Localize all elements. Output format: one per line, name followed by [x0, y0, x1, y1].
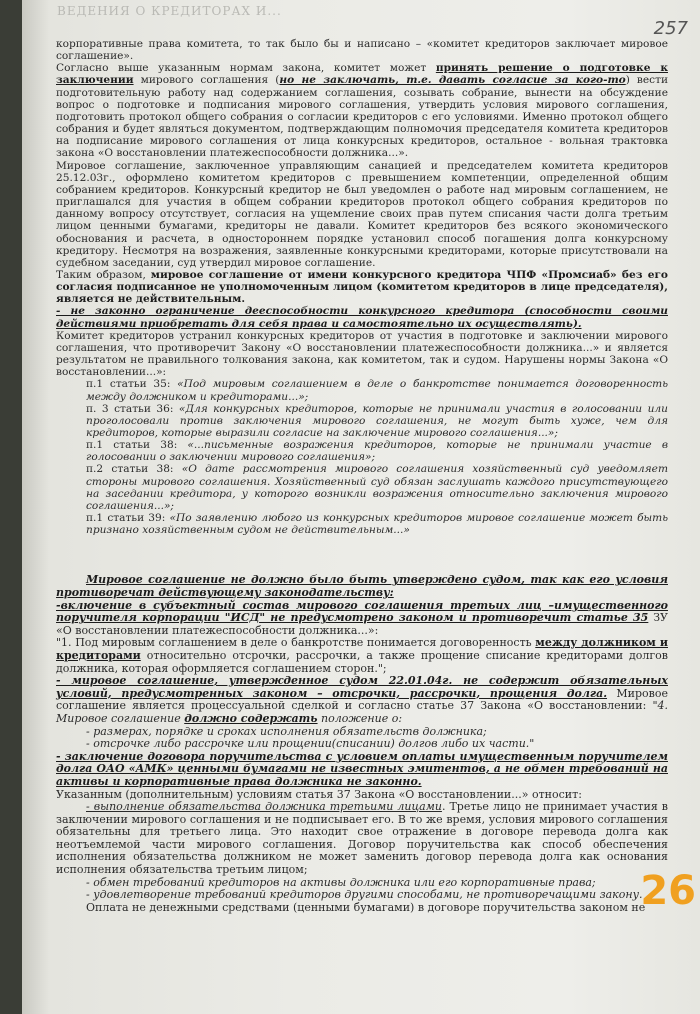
paragraph-heading: - не законно ограничение дееспособности конкурсного кредитора (способности своими действиями приобретать для себя права и самостоятельно их осуществлять). [56, 305, 668, 330]
quote: «По заявлению любого из конкурсных кредиторов мировое соглашение может быть признано хозяйственным судом не действительным...» [86, 512, 668, 537]
text: п. 3 статьи 36: [86, 402, 179, 415]
text: п.1 статьи 38: [86, 439, 188, 452]
quote: «...письменные возражения кредиторов, которые не принимали участие в голосовании о заключении мирового соглашения»; [86, 439, 668, 464]
document-page [22, 0, 700, 1014]
emphasis: принять решение о подготовке к заключении [56, 62, 668, 87]
emphasis: должно содержать [184, 711, 318, 725]
spacer [56, 536, 668, 574]
quote: положение о: [317, 711, 403, 725]
paragraph: Комитет кредиторов устранил конкурсных кредиторов от участия в подготовке и заключении мирового соглашения, что противоречит Закону «О восстановлении платежеспособности должника...» и является результатом не правильного толкования закона, как комитетом, так и судом. Нарушены нормы Закона «О восстановлении...»: [56, 329, 668, 379]
list-item: - размерах, порядке и сроках исполнения обязательств должника; [86, 724, 487, 738]
paragraph [56, 269, 668, 305]
section-unlawful-conditions [56, 574, 668, 914]
citation [56, 378, 668, 402]
text: Мировое соглашение является процессуальной сделкой и согласно статье 37 Закона «О восстановлении: [56, 686, 668, 713]
text: . Третье лицо не принимает участия в заключении мирового соглашения и не подписывает его. В то же время, условия мирового соглашения обязательны для третьего лица. Это находит свое отражение в договоре перевода долга как неотъемлемой части мирового соглашения. Договор поручительства как способ обеспечения исполнения обязательства должником не может заменить договор перевода долга как основания исполнения обязательства третьим лицом; [56, 800, 668, 877]
paragraph: Оплата не денежными средствами (ценными бумагами) в договоре поручительства законом не [86, 900, 646, 914]
paragraph: Указанным (дополнительным) условиям статья 37 Закона «О восстановлении...» относит: [56, 787, 582, 801]
paragraph [56, 600, 668, 638]
citation [56, 463, 668, 512]
quote: "4. Мировое соглашение [56, 699, 668, 725]
text: п.1 статьи 35: [86, 378, 178, 391]
text: мирового соглашения ( [133, 74, 280, 87]
quote: «Под мировым соглашением в деле о банкротстве понимается договоренность между должником и кредиторами...»; [86, 378, 668, 403]
emphasis: -включение в субъектный состав мирового соглашения третьих лиц –имущественного поручителя корпорации "ИСД" не предусмотрено законом и противоречит статье 35 [56, 598, 668, 625]
emphasis: но не заключать, т.е. давать согласие за кого-то [279, 74, 626, 87]
handwritten-page-number: 257 [653, 18, 688, 39]
list-item: - отсрочке либо рассрочке или прощении(списании) долгов либо их части." [86, 737, 535, 751]
paragraph: Мировое соглашение, заключенное управляющим санацией и председателем комитета кредиторов 25.12.03г., оформлено комитетом кредиторов с превышением компетенции, определенной общим собранием кредиторов. Конкурсный кредитор не был уведомлен о работе над мировым соглашением, не приглашался для участия в общем собрании кредиторов протокол общего собрания кредиторов по данному вопросу отсутствует, согласия на ущемление своих прав путем списания части долга третьим лицом ценными бумагами, кредиторы не давали. Комитет кредиторов без всякого экономического обоснования и расчета, в одностороннем порядке установил способ погашения долга конкурсному кредитору. Несмотря на возражения, заявленные конкурсными кредиторами, которые присутствовали на судебном заседании, суд утвердил мировое соглашение. [56, 159, 668, 269]
paragraph [56, 801, 668, 877]
citation [56, 512, 668, 536]
paragraph: корпоративные права комитета, то так было бы и написано – «комитет кредиторов заключает мировое соглашение». [56, 38, 668, 63]
citation [56, 403, 668, 439]
text: п.2 статьи 38: [86, 463, 182, 476]
sticker-number: 26 [640, 868, 696, 914]
list-item: - удовлетворение требований кредиторов другими способами, не противоречащими закону. [86, 888, 643, 902]
emphasis: - мировое соглашение, утвержденное судом 22.01.04г. не содержит обязательных условий, предусмотренных законом – отсрочки, рассрочки, прощения долга. [56, 674, 668, 700]
section-heading: Мировое соглашение не должно было быть утверждено судом, так как его условия противоречат действующему законодательству: [56, 573, 668, 599]
list-item: - обмен требований кредиторов на активы должника или его корпоративные права; [86, 875, 596, 889]
paragraph [56, 637, 668, 675]
paragraph-heading: - заключение договора поручительства с условием оплаты имущественным поручителем долга ОАО «АМК» ценными бумагами не известных эмитентов, а не обмен требований на активы и корпоративные права должника не законно. [56, 749, 668, 788]
text: относительно отсрочки, рассрочки, а также прощение списание кредиторами долгов должника, которая оформляется соглашением сторон."; [56, 648, 668, 675]
quote: «О дате рассмотрения мирового соглашения хозяйственный суд уведомляет стороны мирового соглашения. Хозяйственный суд обязан заслушать каждого присутствующего на заседании кредитора, у которого возникли возражения относительно заключения мирового соглашения...»; [86, 463, 668, 512]
faint-header: ВЕДЕНИЯ О КРЕДИТОРАХ И... [57, 4, 282, 18]
paragraph [56, 675, 668, 725]
text: ) вести подготовительную работу над содержанием соглашения, созывать собрание, вынести на обсуждение вопрос о подготовке и подписания мирового соглашения, утвердить условия мирового соглашения, подготовить протокол общего собрания о согласии кредиторов с его условиями. Именно протокол общего собрания и будет являться документом, подтверждающим полномочия председателя комитета кредиторов на подписание мирового соглашения от лица конкурсных кредиторов, остальное - вольная трактовка закона «О восстановлении платежеспособности должника...». [56, 74, 669, 160]
text: ЗУ «О восстановлении платежеспособности должника...»: [56, 611, 668, 637]
document-body [56, 38, 668, 914]
emphasis: между должником и кредиторами [56, 636, 668, 662]
text: Согласно выше указанным нормам закона, комитет может [56, 62, 436, 75]
citation [56, 439, 668, 463]
text: "1. Под мировым соглашением в деле о банкротстве понимается договоренность [56, 636, 536, 650]
quote: «Для конкурсных кредиторов, которые не принимали участия в голосовании или проголосовали против заключения мирового соглашения, не могут быть хуже, чем для кредиторов, которые выразили согласие на заключение мирового соглашения...»; [86, 402, 668, 439]
section-committee-competence [56, 38, 668, 536]
text: п.1 статьи 39: [86, 512, 170, 525]
text: Таким образом, [56, 268, 151, 281]
emphasis: мировое соглашение от имени конкурсного кредитора ЧПФ «Промсиаб» без его согласия подписанное не уполномоченным лицом (комитетом кредиторов в лице председателя), является не действительным. [56, 268, 668, 306]
paragraph [56, 62, 668, 159]
emphasis: - выполнение обязательства должника третьими лицами [86, 800, 442, 814]
